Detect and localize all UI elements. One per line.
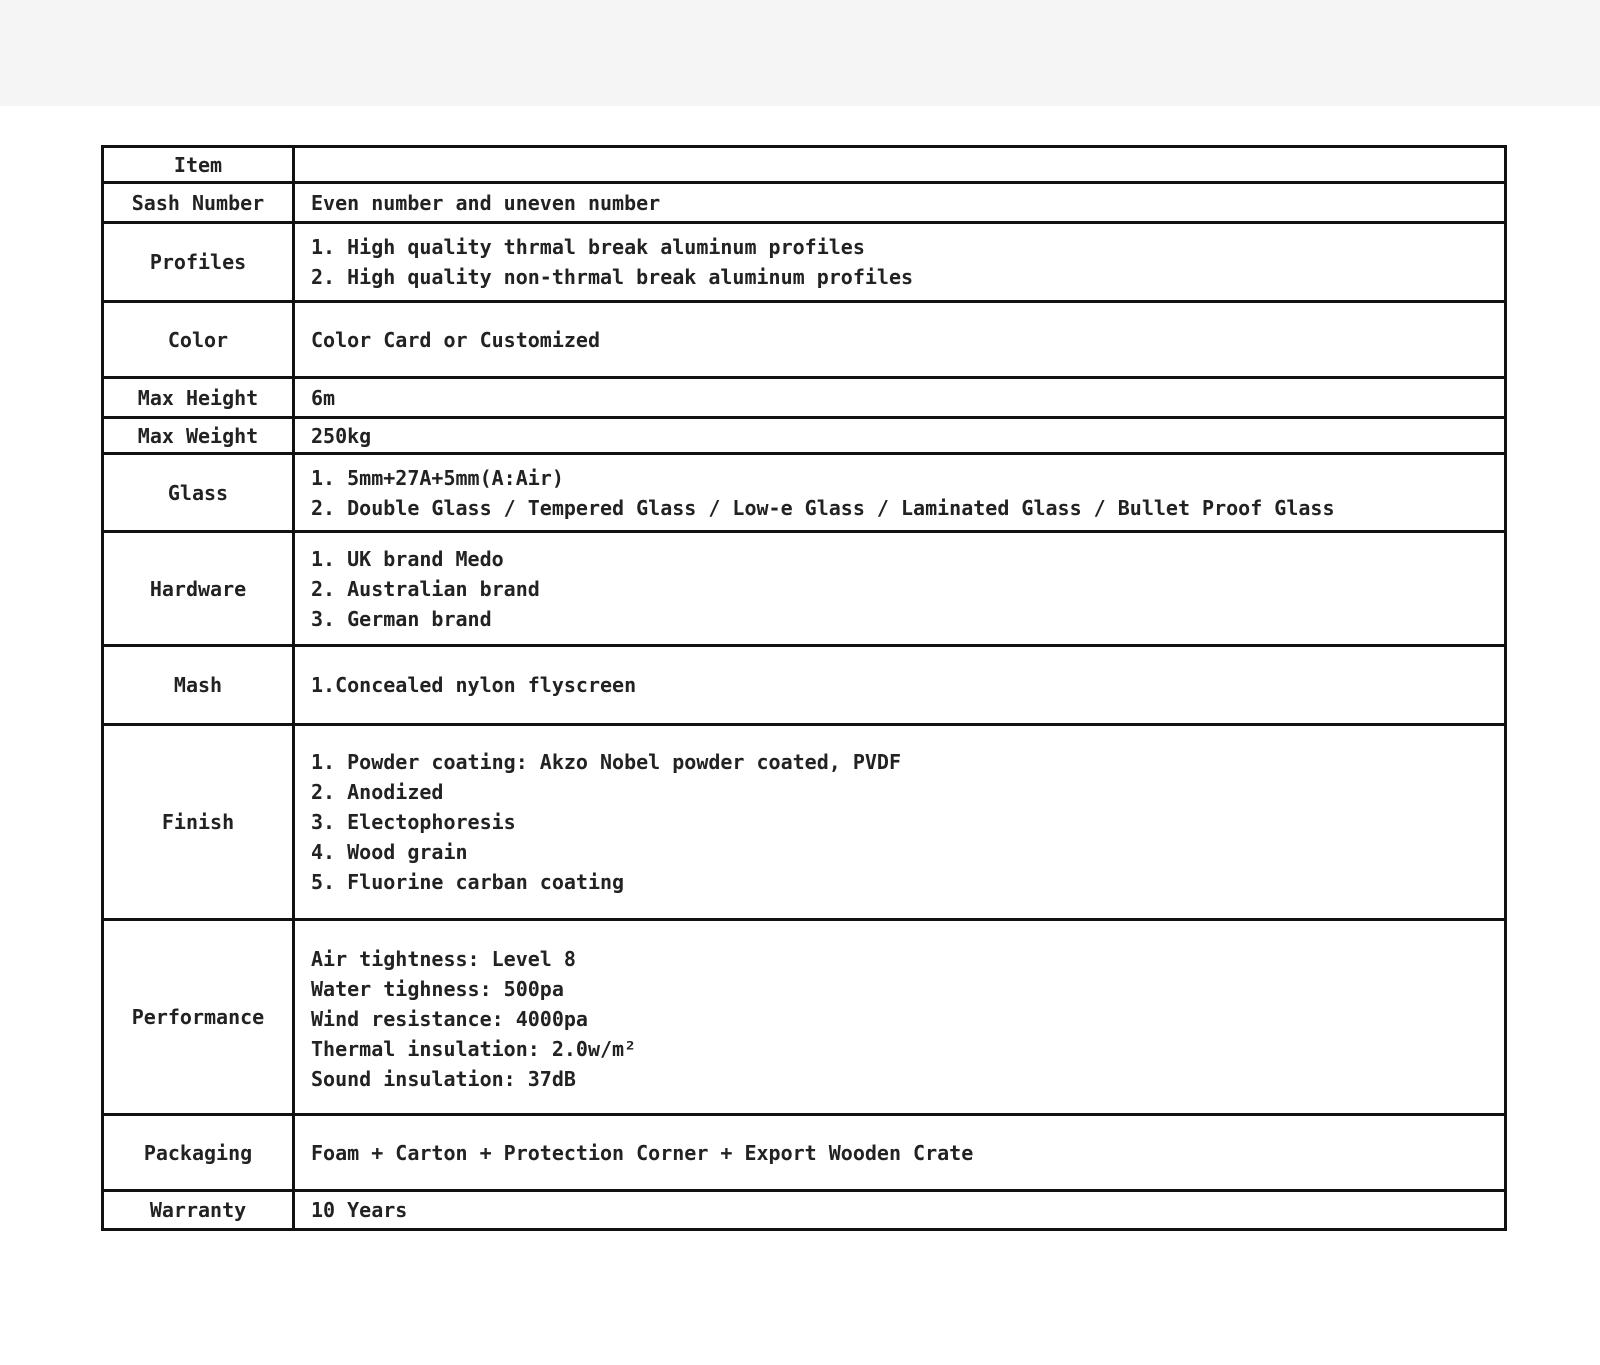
- table-row-glass: [103, 454, 1506, 532]
- table-row-sash-number: [103, 183, 1506, 223]
- value-line: Thermal insulation: 2.0w/m²: [311, 1037, 637, 1061]
- table-row-mash: [103, 646, 1506, 725]
- value-line: Even number and uneven number: [311, 190, 661, 215]
- row-label: Max Height: [103, 378, 294, 418]
- table-row-profiles: [103, 223, 1506, 302]
- value-line: 250kg: [311, 423, 372, 448]
- row-value: [294, 1115, 1506, 1191]
- row-value: [294, 183, 1506, 223]
- value-line: 1.Concealed nylon flyscreen: [311, 673, 637, 697]
- row-label: Glass: [103, 454, 294, 532]
- row-value: [294, 532, 1506, 646]
- row-label: Mash: [103, 646, 294, 725]
- table-row-color: [103, 302, 1506, 378]
- spec-table: [101, 145, 1507, 1231]
- value-line: 1. UK brand Medo: [311, 546, 504, 571]
- row-value: [294, 1191, 1506, 1230]
- table-row-finish: [103, 725, 1506, 920]
- table-row-packaging: [103, 1115, 1506, 1191]
- row-label: Warranty: [103, 1191, 294, 1230]
- value-line: 3. Electophoresis: [311, 810, 516, 834]
- row-value: [294, 378, 1506, 418]
- row-value: [294, 725, 1506, 920]
- row-label: Profiles: [103, 223, 294, 302]
- table-row-hardware: [103, 532, 1506, 646]
- row-value: [294, 646, 1506, 725]
- value-line: Water tighness: 500pa: [311, 977, 564, 1001]
- top-band: [0, 0, 1600, 106]
- value-line: 2. Double Glass / Tempered Glass / Low-e Glass / Laminated Glass / Bullet Proof Glass: [311, 495, 1335, 520]
- value-line: 5. Fluorine carban coating: [311, 870, 625, 894]
- row-label: Finish: [103, 725, 294, 920]
- table-row-performance: [103, 920, 1506, 1115]
- table-row-max-weight: [103, 418, 1506, 454]
- row-value: [294, 223, 1506, 302]
- value-line: Color Card or Customized: [311, 327, 600, 352]
- value-line: 1. 5mm+27A+5mm(A:Air): [311, 465, 564, 490]
- value-line: 2. Australian brand: [311, 576, 540, 601]
- row-value: [294, 302, 1506, 378]
- table-row-warranty: [103, 1191, 1506, 1230]
- row-label: Hardware: [103, 532, 294, 646]
- row-value: [294, 920, 1506, 1115]
- value-line: 2. Anodized: [311, 780, 444, 804]
- row-label: Packaging: [103, 1115, 294, 1191]
- row-label: Color: [103, 302, 294, 378]
- row-label: Sash Number: [103, 183, 294, 223]
- value-line: Sound insulation: 37dB: [311, 1067, 576, 1091]
- value-line: 6m: [311, 385, 336, 410]
- row-label: Item: [103, 147, 294, 183]
- value-line: 1. Powder coating: Akzo Nobel powder coated, PVDF: [311, 750, 902, 774]
- value-line: Air tightness: Level 8: [311, 947, 576, 971]
- table-row-item: [103, 147, 1506, 183]
- row-value: [294, 418, 1506, 454]
- row-value: [294, 147, 1506, 183]
- row-label: Performance: [103, 920, 294, 1115]
- value-line: Foam + Carton + Protection Corner + Export Wooden Crate: [311, 1140, 974, 1165]
- value-line: 10 Years: [311, 1198, 408, 1222]
- value-line: 1. High quality thrmal break aluminum profiles: [311, 235, 865, 259]
- row-label: Max Weight: [103, 418, 294, 454]
- value-line: 4. Wood grain: [311, 840, 468, 864]
- value-line: 2. High quality non-thrmal break aluminum profiles: [311, 265, 914, 289]
- row-value: [294, 454, 1506, 532]
- table-row-max-height: [103, 378, 1506, 418]
- value-line: 3. German brand: [311, 606, 492, 631]
- value-line: Wind resistance: 4000pa: [311, 1007, 588, 1031]
